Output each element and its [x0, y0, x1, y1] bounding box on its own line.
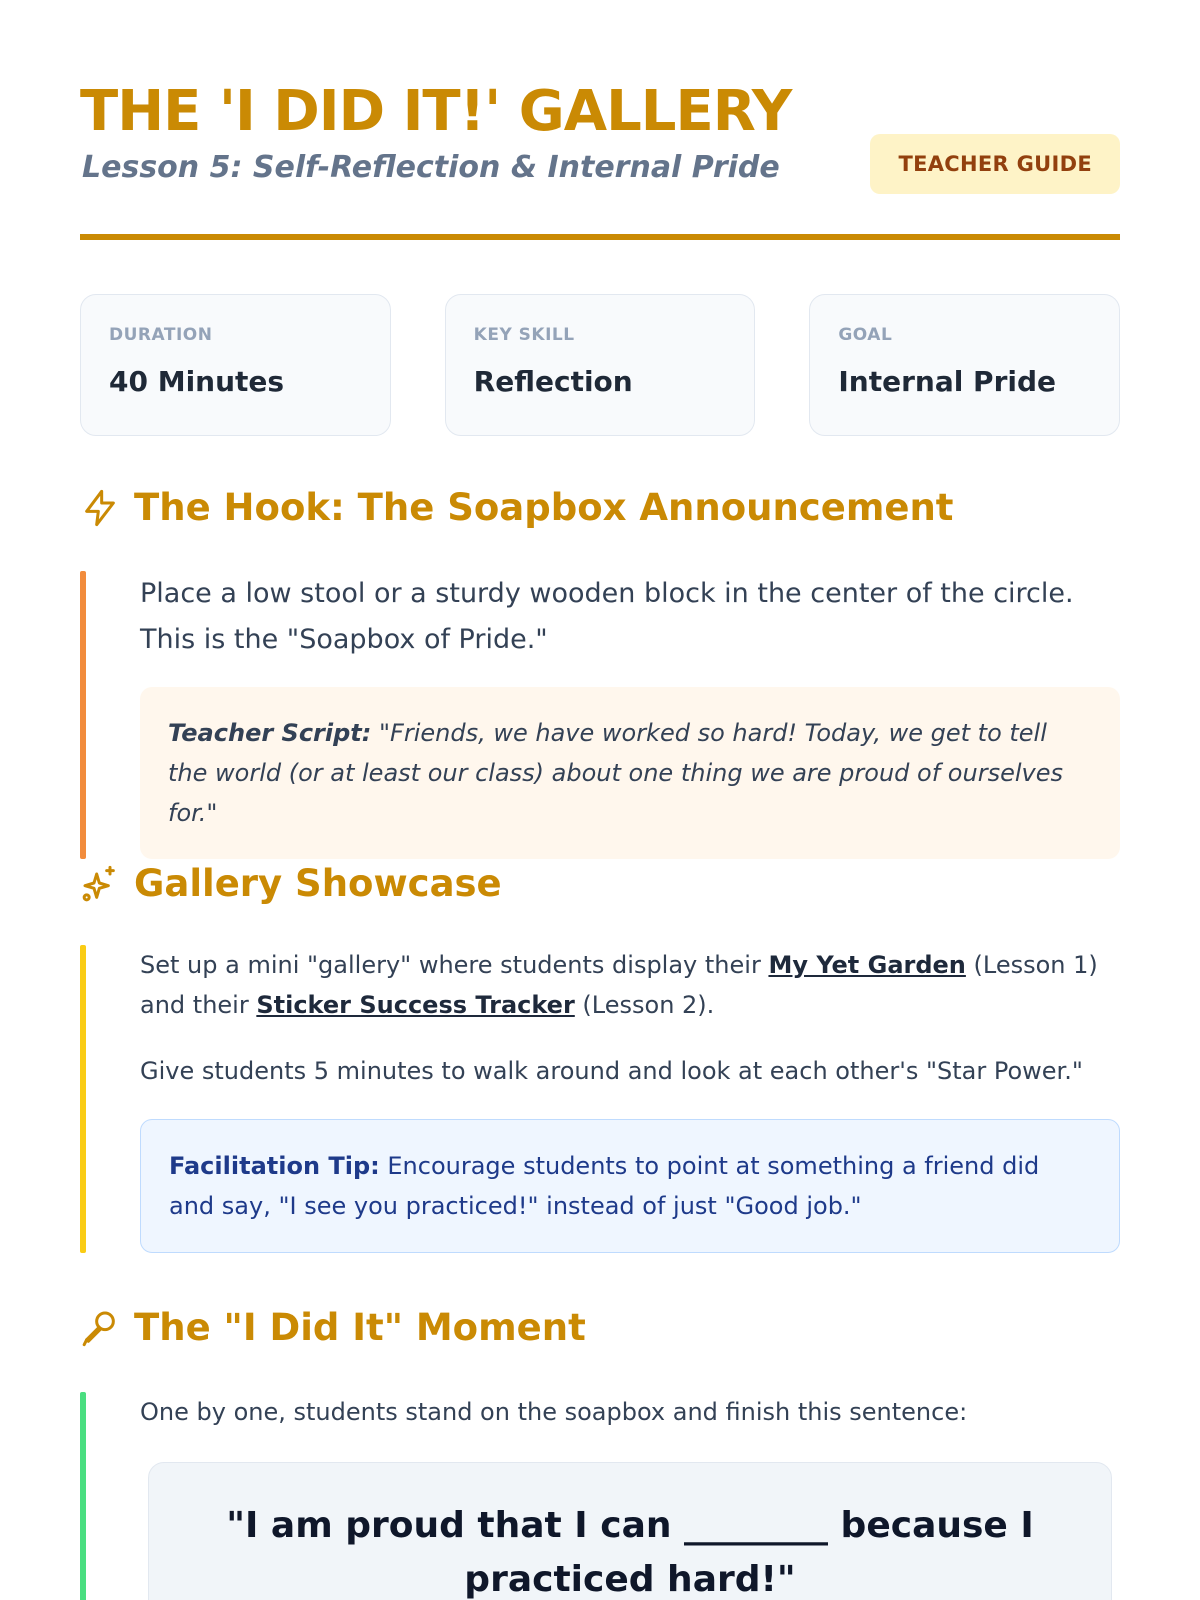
facilitation-tip-box	[140, 1119, 1120, 1253]
sticker-success-tracker-link[interactable]: Sticker Success Tracker	[256, 991, 575, 1019]
gallery-accent-bar	[80, 945, 86, 1253]
key-skill-card	[445, 294, 756, 436]
hook-heading	[80, 486, 954, 529]
lightning-icon	[80, 488, 120, 528]
teacher-script-box	[140, 687, 1120, 859]
card-value: 40 Minutes	[109, 365, 285, 398]
goal-card	[809, 294, 1120, 436]
header-divider	[80, 234, 1120, 240]
page-header	[80, 80, 1120, 240]
hook-text: Place a low stool or a sturdy wooden block in the center of the circle. This is the "Soapbox of Pride."	[140, 578, 1074, 655]
tip-label: Facilitation Tip:	[169, 1152, 380, 1180]
duration-card	[80, 294, 391, 436]
card-label: GOAL	[838, 325, 893, 345]
gallery-text-2: Give students 5 minutes to walk around and look at each other's "Star Power."	[140, 1057, 1083, 1085]
card-label: DURATION	[109, 325, 213, 345]
page-title: THE 'I DID IT!' GALLERY	[80, 79, 792, 144]
card-label: KEY SKILL	[473, 325, 575, 345]
hook-title: The Hook: The Soapbox Announcement	[134, 486, 954, 529]
text-span: (Lesson 1) and their	[140, 951, 1098, 1019]
info-cards	[80, 294, 1120, 436]
hook-section	[80, 571, 1120, 859]
hook-accent-bar	[80, 571, 86, 859]
moment-title: The "I Did It" Moment	[134, 1306, 586, 1349]
card-value: Internal Pride	[838, 365, 1057, 398]
page-subtitle: Lesson 5: Self-Reflection & Internal Pride	[82, 150, 780, 185]
moment-text: One by one, students stand on the soapbox and finish this sentence:	[140, 1398, 968, 1426]
text-span: (Lesson 2).	[574, 991, 715, 1019]
moment-accent-bar	[80, 1392, 86, 1600]
tip-text: Encourage students to point at something a friend did and say, "I see you practiced!" instead of just "Good job."	[169, 1152, 1040, 1220]
card-value: Reflection	[473, 365, 633, 398]
gallery-title: Gallery Showcase	[134, 862, 502, 905]
moment-section	[80, 1392, 1120, 1600]
gallery-text-1	[140, 945, 1120, 1025]
gallery-heading	[80, 862, 502, 905]
moment-heading	[80, 1306, 586, 1349]
sentence-prompt-box: "I am proud that I can ________ because I practiced hard!"	[148, 1462, 1112, 1600]
teacher-guide-badge: TEACHER GUIDE	[870, 134, 1120, 194]
script-text: "Friends, we have worked so hard! Today, we get to tell the world (or at least our class) about one thing we are proud of ourselves for."	[168, 719, 1063, 827]
script-label: Teacher Script:	[168, 719, 372, 747]
text-span: Set up a mini "gallery" where students display their	[140, 951, 769, 979]
my-yet-garden-link[interactable]: My Yet Garden	[768, 951, 966, 979]
microphone-icon	[80, 1308, 120, 1348]
gallery-section	[80, 945, 1120, 1253]
sparkles-icon	[80, 864, 120, 904]
